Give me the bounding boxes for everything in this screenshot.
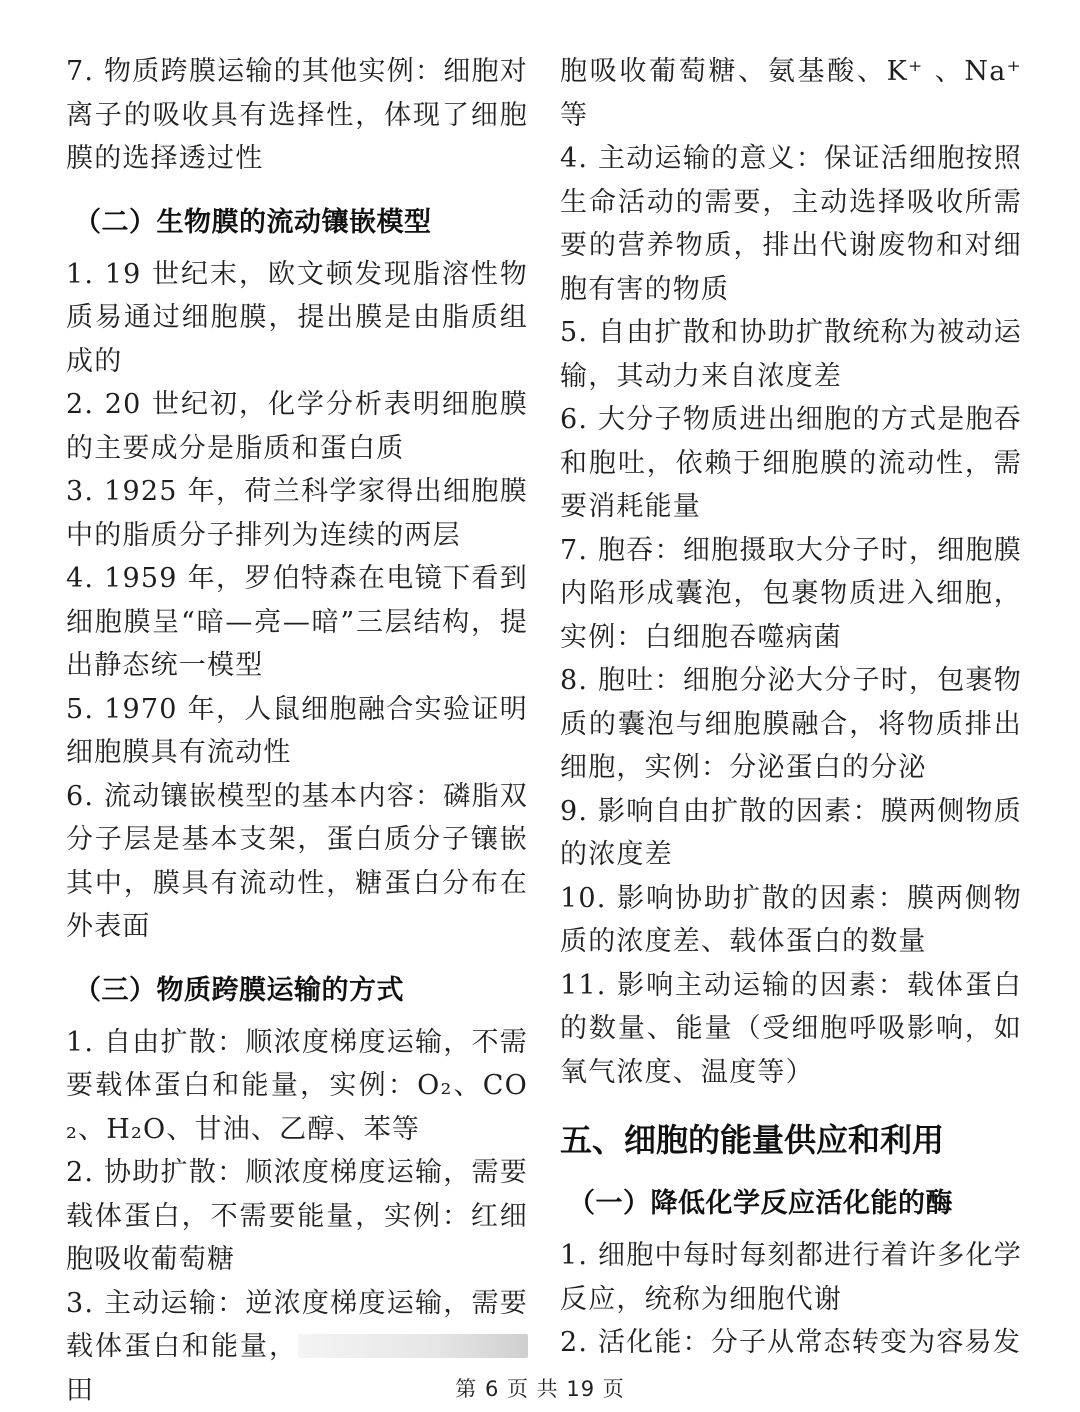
list-item: 10. 影响协助扩散的因素：膜两侧物质的浓度差、载体蛋白的数量 [560,877,1022,964]
section-heading-transport: （三）物质跨膜运输的方式 [74,971,528,1011]
list-item: 6. 大分子物质进出细胞的方式是胞吞和胞吐，依赖于细胞膜的流动性，需要消耗能量 [560,398,1022,529]
list-item: 5. 1970 年，人鼠细胞融合实验证明细胞膜具有流动性 [66,688,528,775]
left-column [66,50,528,1412]
list-item: 8. 胞吐：细胞分泌大分子时，包裹物质的囊泡与细胞膜融合，将物质排出细胞，实例：分泌蛋白的分泌 [560,659,1022,790]
list-item: 4. 主动运输的意义：保证活细胞按照生命活动的需要，主动选择吸收所需要的营养物质，排出代谢废物和对细胞有害的物质 [560,137,1022,311]
list-item: 2. 协助扩散：顺浓度梯度运输，需要载体蛋白，不需要能量，实例：红细胞吸收葡萄糖 [66,1151,528,1282]
list-item: 1. 19 世纪末，欧文顿发现脂溶性物质易通过细胞膜，提出膜是由脂质组成的 [66,253,528,384]
list-item: 9. 影响自由扩散的因素：膜两侧物质的浓度差 [560,790,1022,877]
truncated-char: 田 [66,1375,94,1406]
paragraph-7: 7. 物质跨膜运输的其他实例：细胞对离子的吸收具有选择性，体现了细胞膜的选择透过性 [66,50,528,181]
list-item: 1. 自由扩散：顺浓度梯度运输，不需要载体蛋白和能量，实例：O₂、CO₂、H₂O、甘油、乙醇、苯等 [66,1021,528,1152]
list-item: 5. 自由扩散和协助扩散统称为被动运输，其动力来自浓度差 [560,311,1022,398]
redaction-blur [298,1334,528,1358]
list-item: 1. 细胞中每时每刻都进行着许多化学反应，统称为细胞代谢 [560,1234,1022,1321]
list-item: 6. 流动镶嵌模型的基本内容：磷脂双分子层是基本支架，蛋白质分子镶嵌其中，膜具有流动性，糖蛋白分布在外表面 [66,775,528,949]
list-item: 4. 1959 年，罗伯特森在电镜下看到细胞膜呈“暗—亮—暗”三层结构，提出静态统一模型 [66,557,528,688]
active-transport-text: 3. 主动运输：逆浓度梯度运输，需要载体蛋白和能量， [66,1288,528,1363]
continued-paragraph: 胞吸收葡萄糖、氨基酸、K⁺ 、Na⁺ 等 [560,50,1022,137]
page-footer: 第 6 页 共 19 页 [0,1373,1080,1403]
list-item: 7. 胞吞：细胞摄取大分子时，细胞膜内陷形成囊泡，包裹物质进入细胞，实例：白细胞吞噬病菌 [560,529,1022,660]
list-item: 11. 影响主动运输的因素：载体蛋白的数量、能量（受细胞呼吸影响，如氧气浓度、温度等） [560,964,1022,1095]
right-column [560,50,1022,1365]
list-item: 3. 1925 年，荷兰科学家得出细胞膜中的脂质分子排列为连续的两层 [66,470,528,557]
chapter-heading-energy: 五、细胞的能量供应和利用 [560,1118,1022,1162]
list-item: 2. 20 世纪初，化学分析表明细胞膜的主要成分是脂质和蛋白质 [66,383,528,470]
section-heading-enzyme: （一）降低化学反应活化能的酶 [568,1184,1022,1224]
section-heading-fluid-mosaic: （二）生物膜的流动镶嵌模型 [74,203,528,243]
list-item: 2. 活化能：分子从常态转变为容易发 [560,1321,1022,1365]
